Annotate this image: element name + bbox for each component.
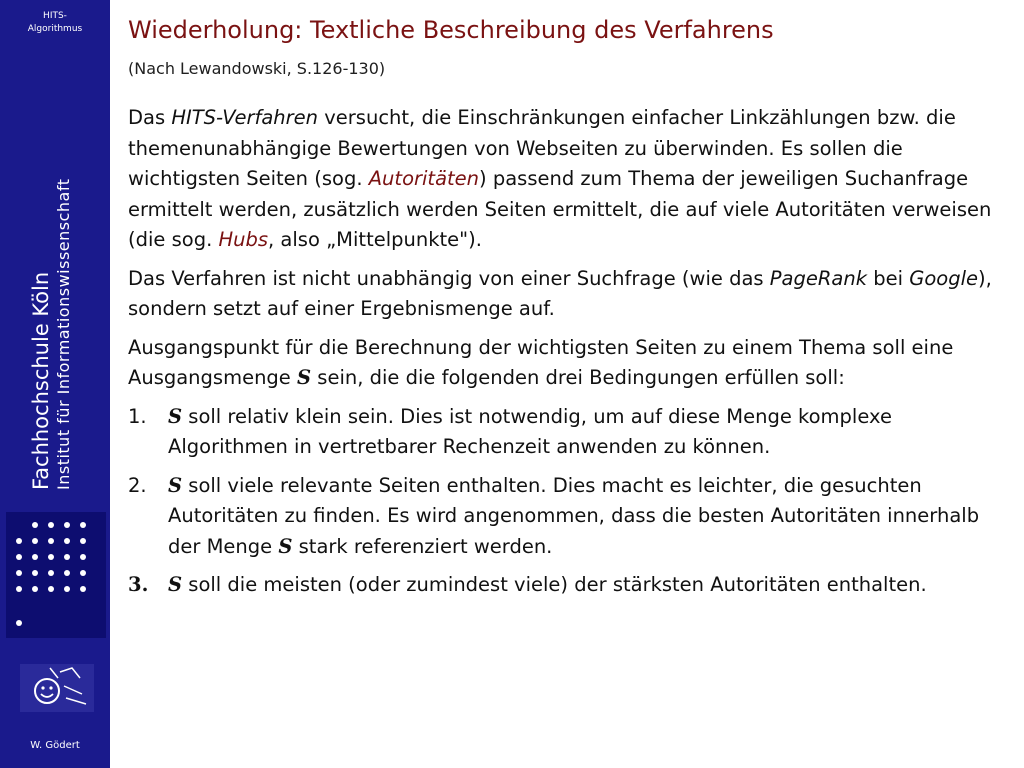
paragraph-query-dependence xyxy=(128,264,1008,325)
sidebar-vertical-text xyxy=(28,179,74,490)
p1-text-c: ) passend zum Thema der jeweiligen Suchanfrage ermittelt werden, zusätzlich werden Seiten ermittelt, die auf viele Autoritäten verweisen (die sog. xyxy=(128,167,992,251)
sidebar xyxy=(0,0,110,768)
decorative-dot xyxy=(80,522,86,528)
list-item-text: soll viele relevante Seiten enthalten. Dies macht es leichter, die gesuchten Autoritäten zu finden. Es wird angenommen, dass die besten Autoritäten innerhalb der Menge xyxy=(168,473,980,558)
decorative-dot xyxy=(48,570,54,576)
decorative-dot xyxy=(48,522,54,528)
sidebar-topic xyxy=(0,10,110,36)
decorative-dot xyxy=(48,554,54,560)
term-google: Google xyxy=(909,266,978,290)
decorative-dot xyxy=(32,570,38,576)
decorative-dot xyxy=(80,538,86,544)
decorative-dot xyxy=(32,586,38,592)
list-item-text: soll die meisten (oder zumindest viele) der stärksten Autoritäten enthalten. xyxy=(182,573,927,596)
decorative-dot xyxy=(80,570,86,576)
list-item xyxy=(128,471,1008,563)
slide-title: Wiederholung: Textliche Beschreibung des Verfahrens xyxy=(128,16,774,44)
sidebar-topic-line2: Algorithmus xyxy=(27,24,83,34)
decorative-dot xyxy=(32,538,38,544)
decorative-dot xyxy=(64,522,70,528)
symbol-s: S xyxy=(297,366,312,389)
p2-text-b: bei xyxy=(867,266,910,290)
sidebar-topic-line1: HITS- xyxy=(43,11,67,21)
decorative-dot xyxy=(64,586,70,592)
decorative-dot xyxy=(16,538,22,544)
decorative-dot xyxy=(16,620,22,626)
term-hubs: Hubs xyxy=(218,228,269,251)
dot-pattern-logo xyxy=(6,512,106,638)
symbol-s: S xyxy=(168,404,183,428)
paragraph-starting-set xyxy=(128,333,1008,394)
decorative-dot xyxy=(16,586,22,592)
decorative-dot xyxy=(32,522,38,528)
list-item-text: soll relativ klein sein. Dies ist notwendig, um auf diese Menge komplexe Algorithmen in vertretbarer Rechenzeit anwenden zu können. xyxy=(168,404,892,458)
p1-text-a: Das xyxy=(128,106,172,129)
author-name: W. Gödert xyxy=(30,740,80,751)
decorative-dot xyxy=(32,554,38,560)
term-hits-verfahren: HITS-Verfahren xyxy=(171,106,319,129)
decorative-dot xyxy=(80,554,86,560)
p1-text-b: versucht, die Einschränkungen einfacher Linkzählungen bzw. die themenunabhängige Bewertungen von Webseiten zu überwinden. Es sollen die wichtigsten Seiten (sog. xyxy=(128,106,956,190)
smiley-logo-icon xyxy=(20,664,94,712)
list-item-text-end: stark referenziert werden. xyxy=(292,534,553,558)
p2-text-c: ), sondern setzt auf einer Ergebnismenge auf. xyxy=(128,266,992,320)
decorative-dot xyxy=(48,586,54,592)
paragraph-hits-intro xyxy=(128,103,1008,256)
list-item-number: 2. xyxy=(128,473,147,497)
term-pagerank: PageRank xyxy=(769,266,868,290)
decorative-dot xyxy=(80,586,86,592)
school-name: Fachhochschule Köln xyxy=(29,271,53,490)
symbol-s: S xyxy=(278,534,293,558)
list-item-number: 3. xyxy=(128,573,149,596)
list-item-number: 1. xyxy=(128,404,147,428)
decorative-dot xyxy=(16,570,22,576)
conditions-list xyxy=(128,402,1008,601)
list-item xyxy=(128,402,1008,463)
decorative-dot xyxy=(48,538,54,544)
p3-text-b: sein, die die folgenden drei Bedingungen erfüllen soll: xyxy=(311,366,845,389)
decorative-dot xyxy=(64,554,70,560)
p1-text-d: , also „Mittelpunkte"). xyxy=(268,228,482,251)
decorative-dot xyxy=(64,570,70,576)
symbol-s: S xyxy=(168,573,183,596)
term-autoritaeten: Autoritäten xyxy=(368,167,480,190)
list-item xyxy=(128,570,1008,601)
p2-text-a: Das Verfahren ist nicht unabhängig von einer Suchfrage (wie das xyxy=(128,266,770,290)
slide-subtitle: (Nach Lewandowski, S.126-130) xyxy=(128,59,386,78)
decorative-dot xyxy=(16,554,22,560)
symbol-s: S xyxy=(168,473,183,497)
slide-content xyxy=(128,103,1008,609)
p3-text-a: Ausgangspunkt für die Berechnung der wichtigsten Seiten zu einem Thema soll eine Ausgangsmenge xyxy=(128,335,954,389)
decorative-dot xyxy=(64,538,70,544)
institute-name: Institut für Informationswissenschaft xyxy=(54,178,73,490)
